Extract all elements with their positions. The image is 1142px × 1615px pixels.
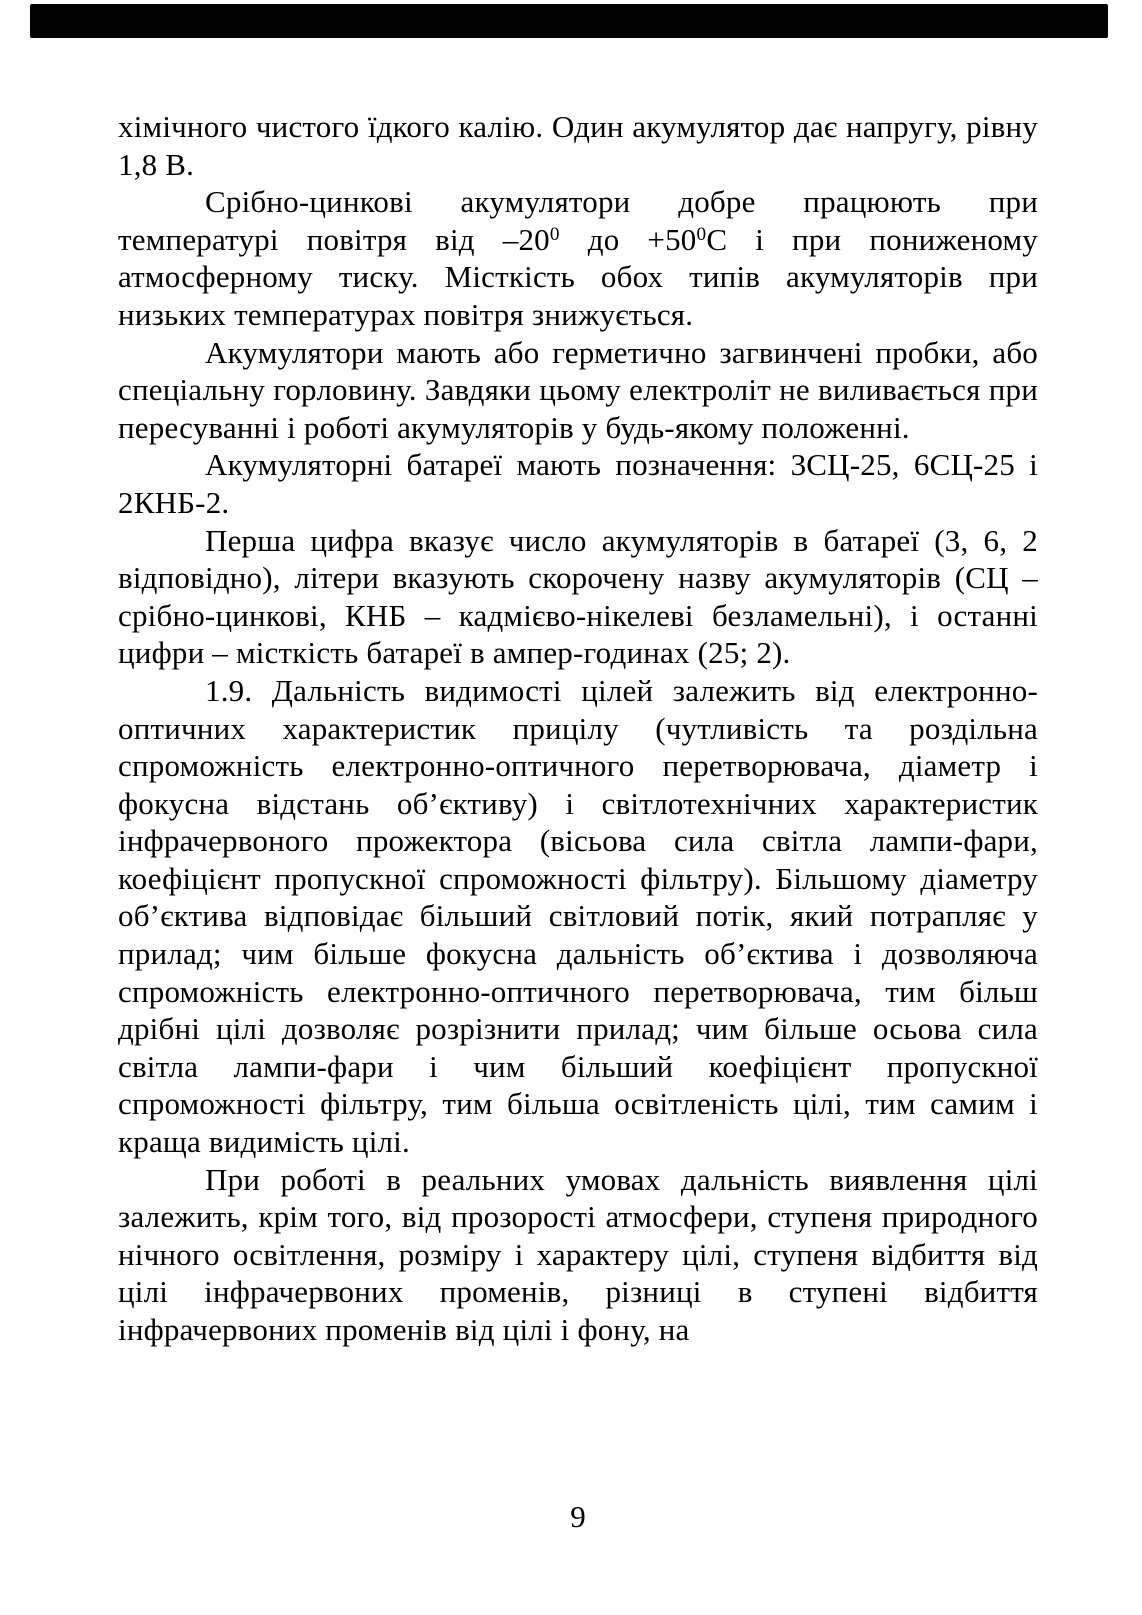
paragraph-1-9-visibility-range: 1.9. Дальність видимості цілей залежить від електронно-оптичних характеристик прицілу (чутливість та роздільна спроможність електронно-оптичного перетворювача, діаметр і фокусна відстань об’єктиву) і світлотехнічних характеристик інфрачервоного прожектора (вісьова сила світла лампи-фари, коефіцієнт пропускної спроможності фільтру). Більшому діаметру об’єктива відповідає більший світловий потік, який потрапляє у прилад; чим більше фокусна дальність об’єктива і дозволяюча спроможність електронно-оптичного перетворювача, тим більш дрібні цілі дозволяє розрізнити прилад; чим більше осьова сила світла лампи-фари і чим більший коефіцієнт пропускної спроможності фільтру, тим більша освітленість цілі, тим самим і краща видимість цілі. [118, 672, 1038, 1160]
superscript-degree: 0 [549, 224, 560, 246]
text-block [118, 108, 1038, 1349]
paragraph-designation-explanation: Перша цифра вказує число акумуляторів в батареї (3, 6, 2 відповідно), літери вказують скорочену назву акумуляторів (СЦ – срібно-цинкові, КНБ – кадмієво-нікелеві безламельні), і останні цифри – місткість батареї в ампер-годинах (25; 2). [118, 522, 1038, 671]
paragraph-continuation: хімічного чистого їдкого калію. Один акумулятор дає напругу, рівну 1,8 В. [118, 109, 1038, 182]
text-run: Срібно-цинкові акумулятори добре працюють при температурі повітря від –20 [118, 184, 1038, 257]
text-run: до +50 [559, 221, 697, 257]
scan-artifact-top-bar [30, 4, 1108, 38]
text-run: С і при пониженому атмосферному тиску. Місткість обох типів акумуляторів при низьких температурах повітря знижується. [118, 221, 1038, 332]
page-number: 9 [570, 1499, 586, 1534]
superscript-degree: 0 [696, 224, 707, 246]
paragraph-real-conditions: При роботі в реальних умовах дальність виявлення цілі залежить, крім того, від прозорості атмосфери, ступеня природного нічного освітлення, розміру і характеру цілі, ступеня відбиття від цілі інфрачервоних променів, різниці в ступені відбиття інфрачервоних променів від цілі і фону, на [118, 1161, 1038, 1347]
paragraph-battery-designations: Акумуляторні батареї мають позначення: 3СЦ-25, 6СЦ-25 і 2КНБ-2. [118, 447, 1038, 520]
paragraph-silver-zinc-accumulators [118, 183, 1038, 333]
paragraph-accumulator-plugs: Акумулятори мають або герметично загвинчені пробки, або спеціальну горловину. Завдяки цьому електроліт не виливається при пересуванні і роботі акумуляторів у будь-якому положенні. [118, 334, 1038, 445]
